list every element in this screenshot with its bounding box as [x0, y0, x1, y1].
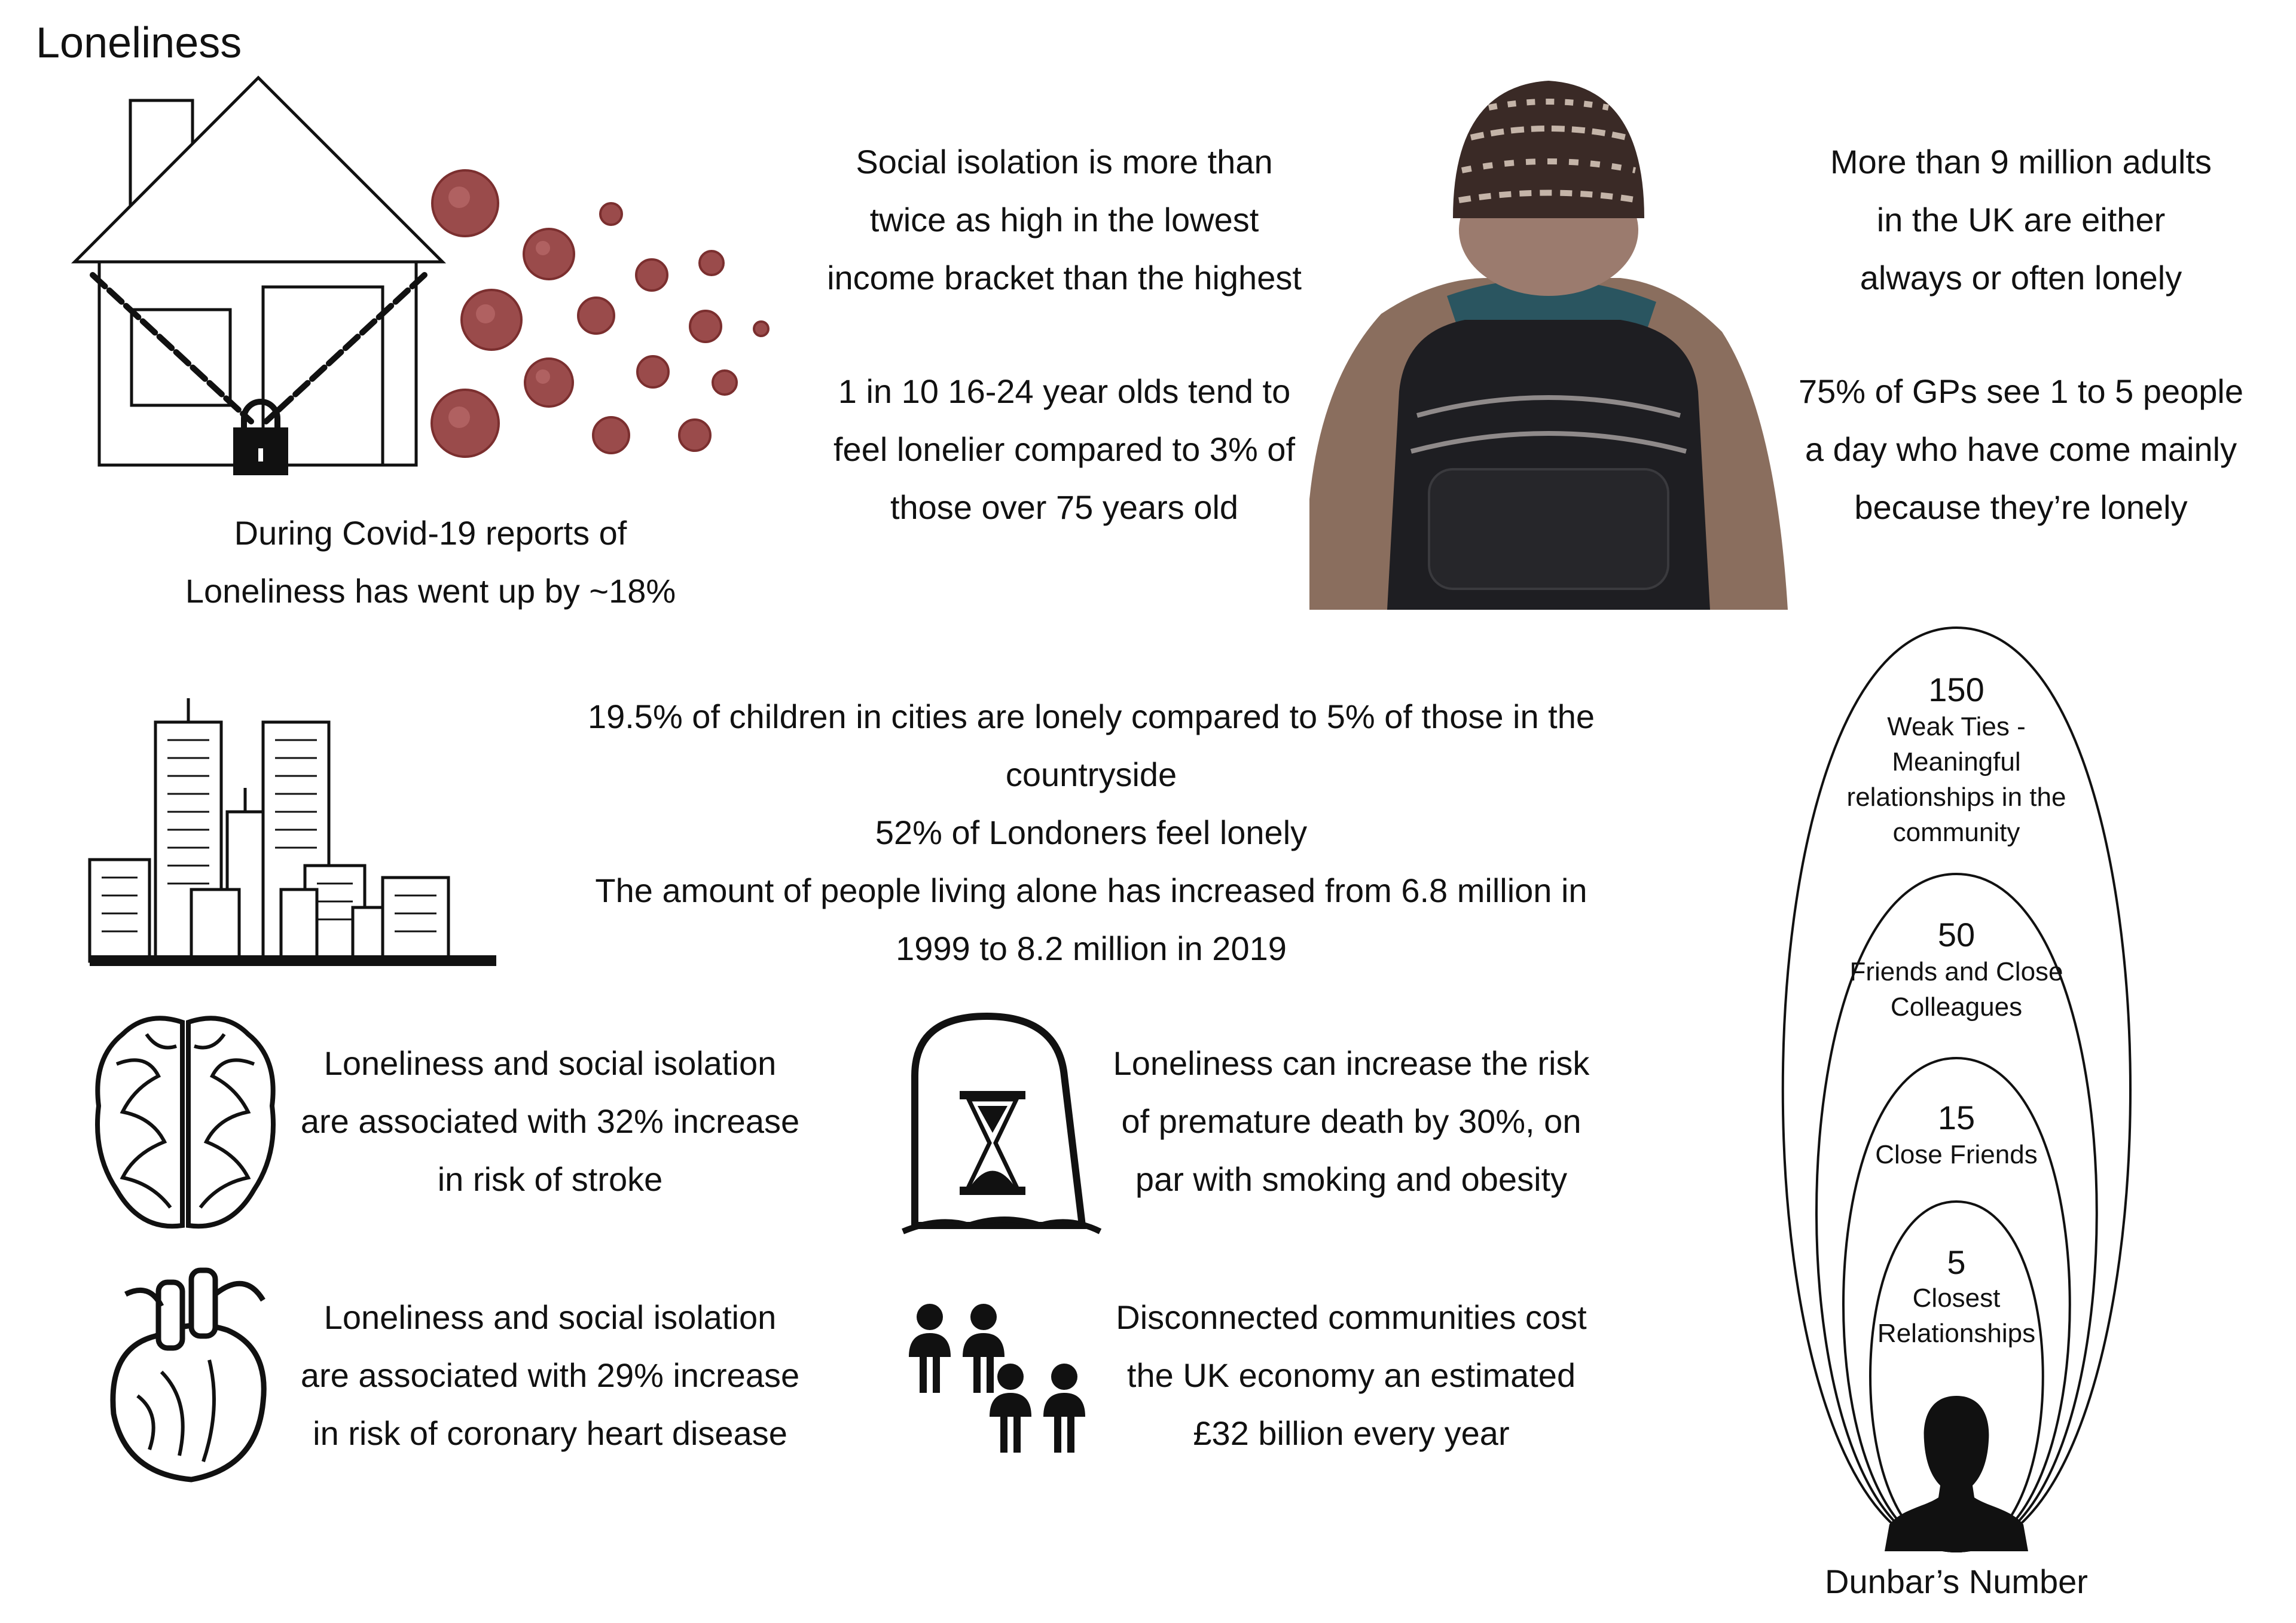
coronavirus-icon [636, 259, 667, 291]
anatomical-heart-icon [102, 1258, 275, 1486]
adults-line-2: in the UK are either [1876, 201, 2166, 239]
income-isolation-text [777, 133, 1351, 307]
gravestone-hourglass-icon [903, 1010, 1106, 1237]
death-line-1: Loneliness can increase the risk [1113, 1044, 1590, 1082]
dunbar-50-label: Friends and Close Colleagues [1849, 957, 2063, 1022]
adults-line-3: always or often lonely [1860, 259, 2182, 297]
covid-line-2: Loneliness has went up by ~18% [185, 572, 676, 610]
people-group-icon [903, 1300, 1100, 1456]
cities-line-2: countryside [1005, 756, 1177, 793]
dunbar-15-number: 15 [1937, 1099, 1976, 1136]
coronavirus-icon [690, 311, 721, 342]
dunbar-150-number: 150 [1928, 671, 1984, 708]
stroke-line-1: Loneliness and social isolation [323, 1044, 777, 1082]
coronavirus-icon [637, 356, 668, 387]
gps-loneliness-text [1734, 362, 2296, 536]
youth-line-3: those over 75 years old [890, 488, 1239, 526]
cities-line-5: 1999 to 8.2 million in 2019 [896, 930, 1287, 967]
stroke-risk-text [275, 1034, 825, 1208]
covid-loneliness-text [144, 504, 718, 620]
locked-house-icon [72, 78, 454, 484]
person-figure-3 [990, 1364, 1031, 1453]
income-line-3: income bracket than the highest [827, 259, 1302, 297]
heart-line-3: in risk of coronary heart disease [313, 1414, 787, 1452]
lonely-person-photo [1309, 81, 1788, 610]
gps-line-1: 75% of GPs see 1 to 5 people [1798, 372, 2244, 410]
cities-line-4: The amount of people living alone has increased from 6.8 million in [595, 872, 1587, 909]
coronavirus-icon [525, 359, 573, 406]
economy-line-1: Disconnected communities cost [1116, 1298, 1587, 1336]
coronavirus-icon [578, 298, 614, 334]
coronavirus-group [419, 155, 777, 466]
income-line-2: twice as high in the lowest [869, 201, 1259, 239]
dunbar-150-label: Weak Ties - Meaningful relationships in the community [1846, 712, 2066, 847]
economy-cost-text [1076, 1288, 1626, 1462]
stroke-line-2: are associated with 32% increase [300, 1102, 800, 1140]
heart-disease-text [275, 1288, 825, 1462]
cities-line-3: 52% of Londoners feel lonely [875, 814, 1308, 851]
gps-line-3: because they’re lonely [1854, 488, 2188, 526]
gps-line-2: a day who have come mainly [1805, 430, 2237, 468]
covid-line-1: During Covid-19 reports of [234, 514, 627, 552]
youth-line-1: 1 in 10 16-24 year olds tend to [838, 372, 1291, 410]
person-figure-1 [909, 1304, 951, 1393]
city-skyline-icon [90, 698, 496, 973]
youth-loneliness-text [777, 362, 1351, 536]
page-title: Loneliness [36, 19, 242, 67]
coronavirus-icon [679, 420, 710, 451]
brain-icon [93, 1010, 278, 1237]
premature-death-text [1076, 1034, 1626, 1208]
death-line-3: par with smoking and obesity [1135, 1160, 1568, 1198]
coronavirus-icon [593, 417, 629, 453]
cities-loneliness-text [538, 687, 1644, 977]
economy-line-3: £32 billion every year [1193, 1414, 1510, 1452]
dunbar-5-number: 5 [1947, 1243, 1966, 1281]
dunbar-50-number: 50 [1937, 916, 1976, 953]
coronavirus-icon [700, 251, 723, 275]
youth-line-2: feel lonelier compared to 3% of [833, 430, 1295, 468]
stroke-line-3: in risk of stroke [437, 1160, 663, 1198]
heart-line-1: Loneliness and social isolation [323, 1298, 777, 1336]
coronavirus-icon [600, 203, 622, 225]
dunbar-15-label: Close Friends [1875, 1140, 2038, 1169]
heart-line-2: are associated with 29% increase [300, 1356, 800, 1394]
cities-line-1: 19.5% of children in cities are lonely compared to 5% of those in the [587, 698, 1595, 735]
person-silhouette-icon [1885, 1396, 2028, 1551]
dunbar-5-label: Closest Relationships [1877, 1283, 2036, 1348]
economy-line-2: the UK economy an estimated [1126, 1356, 1576, 1394]
coronavirus-icon [524, 229, 574, 279]
dunbar-title: Dunbar’s Number [1825, 1563, 2088, 1600]
death-line-2: of premature death by 30%, on [1121, 1102, 1581, 1140]
coronavirus-icon [713, 371, 737, 395]
adults-line-1: More than 9 million adults [1830, 143, 2212, 181]
coronavirus-icon [754, 322, 768, 336]
income-line-1: Social isolation is more than [856, 143, 1273, 181]
adults-loneliness-text [1734, 133, 2296, 307]
